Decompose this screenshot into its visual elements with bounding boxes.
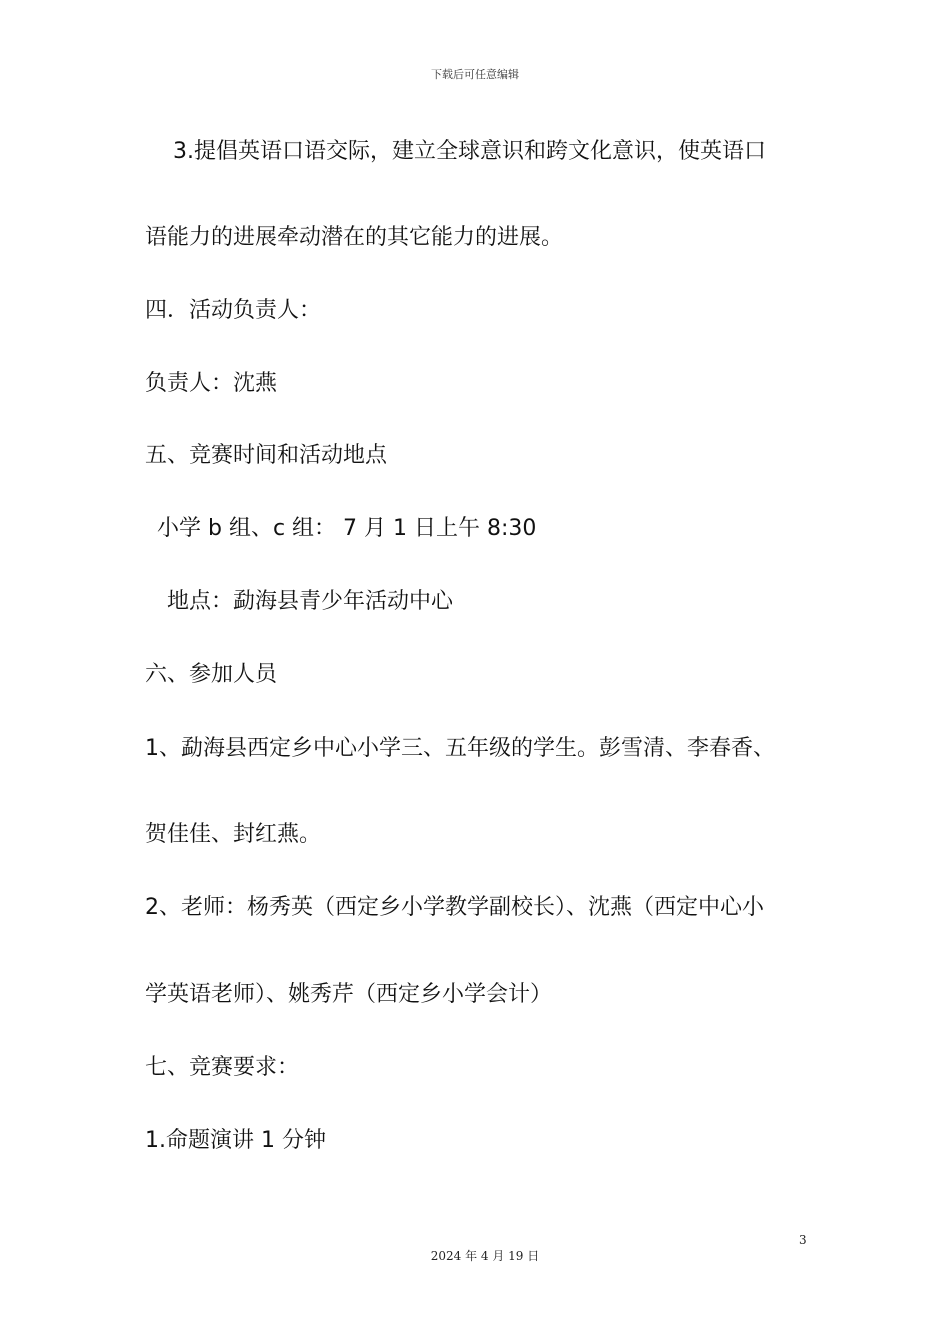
participants-students-line-2: 贺佳佳、封红燕。: [145, 822, 322, 847]
page-header: 下载后可任意编辑: [431, 68, 519, 81]
participants-teachers-line-2: 学英语老师）、姚秀芹（西定乡小学会计）: [145, 982, 553, 1007]
page-number: 3: [799, 1233, 807, 1247]
competition-time: 小学 b 组、c 组： 7 月 1 日上午 8:30: [157, 516, 537, 541]
paragraph-goal-3-line-2: 语能力的进展牵动潜在的其它能力的进展。: [145, 225, 564, 250]
participants-students-line-1: 1、勐海县西定乡中心小学三、五年级的学生。彭雪清、李春香、: [145, 736, 775, 761]
section-heading-4: 四．活动负责人：: [145, 298, 322, 323]
requirement-1: 1.命题演讲 1 分钟: [145, 1128, 326, 1153]
section-heading-6: 六、参加人员: [145, 662, 278, 687]
person-in-charge: 负责人：沈燕: [145, 371, 278, 396]
section-heading-5: 五、竞赛时间和活动地点: [145, 443, 388, 468]
section-heading-7: 七、竞赛要求：: [145, 1055, 300, 1080]
competition-location: 地点：勐海县青少年活动中心: [167, 589, 454, 614]
paragraph-goal-3-line-1: 3.提倡英语口语交际，建立全球意识和跨文化意识，使英语口: [173, 139, 766, 164]
page-footer-date: 2024 年 4 月 19 日: [430, 1249, 540, 1263]
participants-teachers-line-1: 2、老师：杨秀英（西定乡小学教学副校长）、沈燕（西定中心小: [145, 895, 764, 920]
